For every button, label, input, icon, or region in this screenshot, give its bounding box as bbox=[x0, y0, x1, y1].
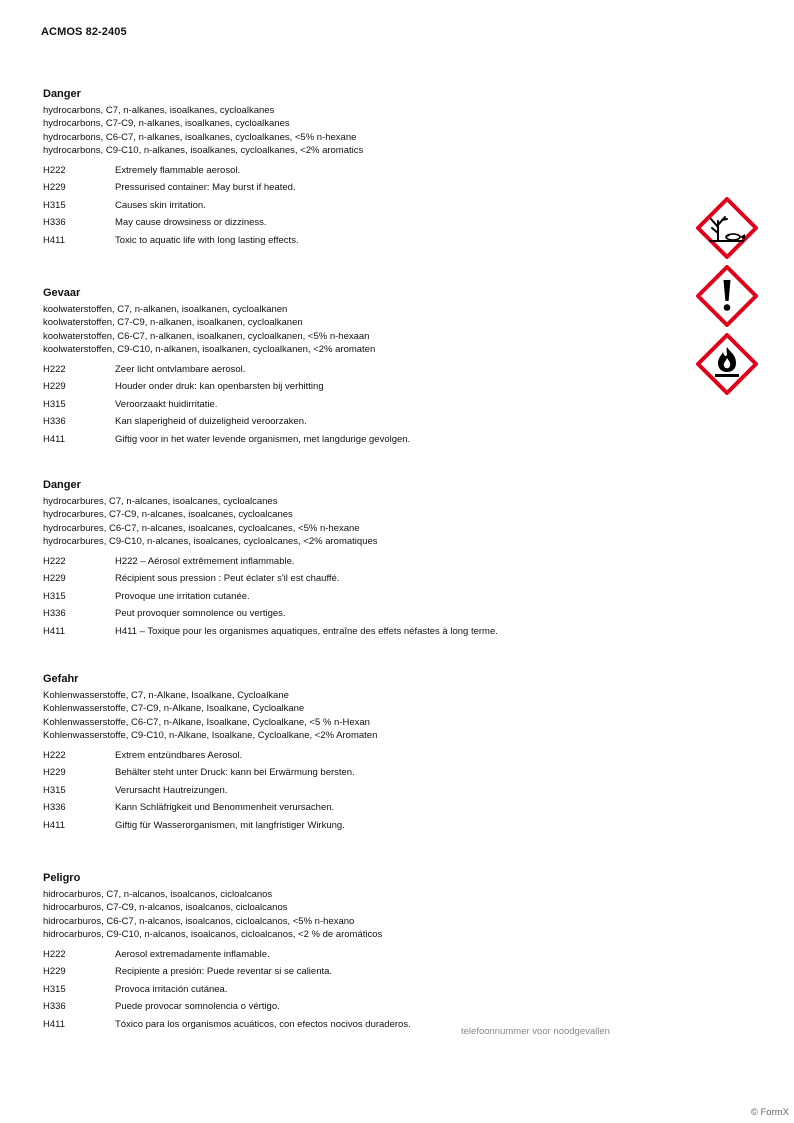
hazard-text: Houder onder druk: kan openbarsten bij verhitting bbox=[115, 381, 324, 393]
exclamation-mark-icon bbox=[696, 265, 758, 327]
hazard-text: H411 – Toxique pour les organismes aquatiques, entraîne des effets néfastes à long terme. bbox=[115, 625, 498, 637]
hazard-statements bbox=[43, 162, 683, 250]
substance-line: koolwaterstoffen, C6-C7, n-alkanen, isoalkanen, cycloalkanen, <5% n-hexaan bbox=[43, 330, 370, 342]
hazard-statement bbox=[43, 553, 683, 571]
hazard-code: H411 bbox=[43, 625, 66, 637]
signal-word: Danger bbox=[43, 88, 81, 100]
hazard-code: H411 bbox=[43, 819, 66, 831]
hazard-text: Toxic to aquatic life with long lasting effects. bbox=[115, 234, 299, 246]
hazard-code: H315 bbox=[43, 983, 66, 995]
substance-line: hydrocarbons, C7-C9, n-alkanes, isoalkanes, cycloalkanes bbox=[43, 118, 290, 130]
hazard-text: Giftig für Wasserorganismen, mit langfristiger Wirkung. bbox=[115, 819, 345, 831]
hazard-statements bbox=[43, 361, 683, 449]
hazard-code: H315 bbox=[43, 199, 66, 211]
substance-line: Kohlenwasserstoffe, C9-C10, n-Alkane, Isoalkane, Cycloalkane, <2% Aromaten bbox=[43, 730, 378, 742]
hazard-statement bbox=[43, 747, 683, 765]
hazard-code: H411 bbox=[43, 234, 66, 246]
hazard-statement bbox=[43, 981, 683, 999]
hazard-code: H336 bbox=[43, 608, 66, 620]
hazard-code: H229 bbox=[43, 966, 66, 978]
hazard-code: H222 bbox=[43, 555, 66, 567]
hazard-section-fr bbox=[43, 479, 683, 640]
hazard-text: Causes skin irritation. bbox=[115, 199, 206, 211]
substance-line: koolwaterstoffen, C7, n-alkanen, isoalkanen, cycloalkanen bbox=[43, 304, 288, 315]
substance-line: hydrocarbures, C7-C9, n-alcanes, isoalcanes, cycloalcanes bbox=[43, 509, 293, 521]
hazard-statement bbox=[43, 570, 683, 588]
hazard-text: Zeer licht ontvlambare aerosol. bbox=[115, 363, 246, 375]
hazard-text: Extremely flammable aerosol. bbox=[115, 164, 241, 176]
hazard-text: May cause drowsiness or dizziness. bbox=[115, 217, 267, 229]
hazard-code: H336 bbox=[43, 217, 66, 229]
substance-line: Kohlenwasserstoffe, C7-C9, n-Alkane, Isoalkane, Cycloalkane bbox=[43, 703, 305, 715]
hazard-text: Aerosol extremadamente inflamable. bbox=[115, 948, 270, 960]
hazard-statements bbox=[43, 553, 683, 641]
hazard-code: H229 bbox=[43, 573, 66, 585]
hazard-section-es bbox=[43, 872, 683, 1033]
hazard-code: H222 bbox=[43, 948, 66, 960]
substance-line: hydrocarbons, C9-C10, n-alkanes, isoalkanes, cycloalkanes, <2% aromatics bbox=[43, 145, 364, 157]
hazard-text: Veroorzaakt huidirritatie. bbox=[115, 398, 218, 410]
hazard-text: Behälter steht unter Druck: kann bei Erwärmung bersten. bbox=[115, 767, 355, 779]
hazard-code: H315 bbox=[43, 398, 66, 410]
hazard-statement bbox=[43, 799, 683, 817]
hazard-text: H222 – Aérosol extrêmement inflammable. bbox=[115, 555, 295, 567]
ghs-pictograms bbox=[696, 197, 758, 401]
signal-word: Danger bbox=[43, 479, 81, 491]
hazard-section-en bbox=[43, 88, 683, 249]
hazard-code: H336 bbox=[43, 802, 66, 814]
hazard-statement bbox=[43, 998, 683, 1016]
hazard-code: H336 bbox=[43, 416, 66, 428]
hazard-statement bbox=[43, 378, 683, 396]
substance-line: hydrocarbons, C7, n-alkanes, isoalkanes, cycloalkanes bbox=[43, 105, 275, 116]
hazard-text: Kann Schläfrigkeit und Benommenheit verursachen. bbox=[115, 802, 335, 814]
hazard-code: H222 bbox=[43, 749, 66, 761]
hazard-statement bbox=[43, 361, 683, 379]
substance-line: hydrocarbons, C6-C7, n-alkanes, isoalkanes, cycloalkanes, <5% n-hexane bbox=[43, 131, 357, 143]
hazard-statement bbox=[43, 963, 683, 981]
hazard-code: H411 bbox=[43, 433, 66, 445]
hazard-statement bbox=[43, 162, 683, 180]
hazard-text: Pressurised container: May burst if heated. bbox=[115, 182, 296, 194]
substance-line: hydrocarbures, C6-C7, n-alcanes, isoalcanes, cycloalcanes, <5% n-hexane bbox=[43, 522, 360, 534]
hazard-statement bbox=[43, 413, 683, 431]
hazard-statement bbox=[43, 179, 683, 197]
hazard-statement bbox=[43, 946, 683, 964]
environment-hazard-icon bbox=[696, 197, 758, 259]
hazard-statement bbox=[43, 605, 683, 623]
hazard-text: Tóxico para los organismos acuáticos, con efectos nocivos duraderos. bbox=[115, 1018, 411, 1030]
substance-line: hydrocarbures, C9-C10, n-alcanes, isoalcanes, cycloalcanes, <2% aromatiques bbox=[43, 536, 378, 548]
substance-line: Kohlenwasserstoffe, C7, n-Alkane, Isoalkane, Cycloalkane bbox=[43, 690, 289, 701]
document-title: ACMOS 82-2405 bbox=[41, 26, 127, 38]
hazard-statement bbox=[43, 197, 683, 215]
signal-word: Peligro bbox=[43, 872, 81, 884]
hazard-statement bbox=[43, 232, 683, 250]
substance-line: hidrocarburos, C7, n-alcanos, isoalcanos, cicloalcanos bbox=[43, 889, 273, 900]
signal-word: Gevaar bbox=[43, 287, 81, 299]
hazard-statement bbox=[43, 396, 683, 414]
copyright-notice: © FormX bbox=[750, 1107, 789, 1118]
hazard-statement bbox=[43, 588, 683, 606]
hazard-code: H315 bbox=[43, 784, 66, 796]
hazard-text: Puede provocar somnolencia o vértigo. bbox=[115, 1001, 280, 1013]
hazard-statement bbox=[43, 431, 683, 449]
hazard-statement bbox=[43, 623, 683, 641]
hazard-statements bbox=[43, 747, 683, 835]
signal-word: Gefahr bbox=[43, 673, 79, 685]
hazard-code: H222 bbox=[43, 164, 66, 176]
hazard-code: H336 bbox=[43, 1001, 66, 1013]
hazard-text: Récipient sous pression : Peut éclater s'il est chauffé. bbox=[115, 573, 340, 585]
hazard-text: Provoque une irritation cutanée. bbox=[115, 590, 250, 602]
hazard-text: Recipiente a presión: Puede reventar si se calienta. bbox=[115, 966, 333, 978]
hazard-text: Giftig voor in het water levende organismen, met langdurige gevolgen. bbox=[115, 433, 411, 445]
hazard-statement bbox=[43, 782, 683, 800]
hazard-statements bbox=[43, 946, 683, 1034]
substance-line: hidrocarburos, C6-C7, n-alcanos, isoalcanos, cicloalcanos, <5% n-hexano bbox=[43, 915, 355, 927]
flame-icon bbox=[696, 333, 758, 395]
substance-line: Kohlenwasserstoffe, C6-C7, n-Alkane, Isoalkane, Cycloalkane, <5 % n-Hexan bbox=[43, 716, 370, 728]
substance-line: hidrocarburos, C9-C10, n-alcanos, isoalcanos, cicloalcanos, <2 % de aromáticos bbox=[43, 929, 383, 941]
hazard-code: H229 bbox=[43, 182, 66, 194]
hazard-statement bbox=[43, 817, 683, 835]
hazard-text: Peut provoquer somnolence ou vertiges. bbox=[115, 608, 286, 620]
emergency-phone-note: telefoonnummer voor noodgevallen bbox=[461, 1026, 610, 1037]
hazard-code: H315 bbox=[43, 590, 66, 602]
hazard-code: H411 bbox=[43, 1018, 66, 1030]
hazard-section-nl bbox=[43, 287, 683, 448]
hazard-text: Verursacht Hautreizungen. bbox=[115, 784, 228, 796]
hazard-text: Extrem entzündbares Aerosol. bbox=[115, 749, 243, 761]
hazard-text: Provoca irritación cutánea. bbox=[115, 983, 228, 995]
hazard-code: H222 bbox=[43, 363, 66, 375]
hazard-code: H229 bbox=[43, 767, 66, 779]
substance-line: hidrocarburos, C7-C9, n-alcanos, isoalcanos, cicloalcanos bbox=[43, 902, 288, 914]
substance-line: hydrocarbures, C7, n-alcanes, isoalcanes, cycloalcanes bbox=[43, 496, 278, 507]
hazard-code: H229 bbox=[43, 381, 66, 393]
hazard-statement bbox=[43, 764, 683, 782]
hazard-section-de bbox=[43, 673, 683, 834]
substance-line: koolwaterstoffen, C7-C9, n-alkanen, isoalkanen, cycloalkanen bbox=[43, 317, 303, 329]
substance-line: koolwaterstoffen, C9-C10, n-alkanen, isoalkanen, cycloalkanen, <2% aromaten bbox=[43, 344, 376, 356]
hazard-statement bbox=[43, 214, 683, 232]
hazard-text: Kan slaperigheid of duizeligheid veroorzaken. bbox=[115, 416, 307, 428]
